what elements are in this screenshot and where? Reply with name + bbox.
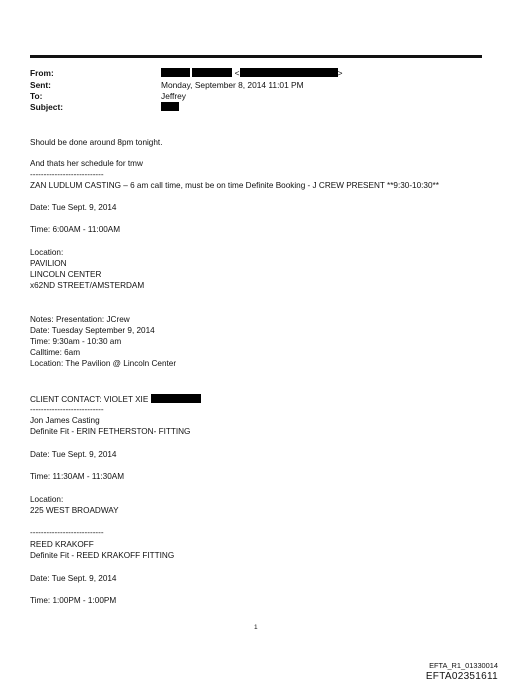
email-open-bracket: <: [234, 68, 240, 78]
redaction-box: [192, 68, 232, 77]
separator-line: ---------------------------: [30, 405, 104, 414]
body-line: Calltime: 6am: [30, 348, 81, 357]
from-label: From:: [30, 68, 54, 78]
body-line: PAVILION: [30, 259, 67, 268]
body-line: Location:: [30, 248, 64, 257]
sent-value: Monday, September 8, 2014 11:01 PM: [161, 80, 304, 90]
subject-label: Subject:: [30, 102, 64, 112]
separator-line: ---------------------------: [30, 170, 104, 179]
body-line: Time: 11:30AM - 11:30AM: [30, 472, 125, 481]
email-close-bracket: >: [337, 68, 343, 78]
redaction-box: [151, 394, 201, 403]
body-line: x62ND STREET/AMSTERDAM: [30, 281, 145, 290]
body-line: Time: 9:30am - 10:30 am: [30, 337, 122, 346]
redaction-box: [161, 68, 190, 77]
body-line: REED KRAKOFF: [30, 540, 94, 549]
bates-number-primary: EFTA_R1_01330014: [429, 661, 498, 670]
body-line: Time: 6:00AM - 11:00AM: [30, 225, 121, 234]
body-line: Should be done around 8pm tonight.: [30, 138, 163, 147]
sent-label: Sent:: [30, 80, 51, 90]
body-line: Date: Tue Sept. 9, 2014: [30, 450, 117, 459]
body-line: Definite Fit - ERIN FETHERSTON- FITTING: [30, 427, 191, 436]
body-line: LINCOLN CENTER: [30, 270, 102, 279]
bates-number-secondary: EFTA02351611: [425, 671, 498, 682]
body-line: [30, 394, 201, 405]
redaction-box: [161, 102, 179, 111]
body-line: Location: The Pavilion @ Lincoln Center: [30, 359, 177, 368]
redaction-box: [240, 68, 338, 77]
body-line: Date: Tue Sept. 9, 2014: [30, 574, 117, 583]
to-value: Jeffrey: [161, 91, 186, 101]
separator-line: ---------------------------: [30, 528, 104, 537]
body-line: Definite Fit - REED KRAKOFF FITTING: [30, 551, 175, 560]
subject-value: [161, 102, 179, 112]
header-rule: [30, 55, 482, 58]
body-line: Date: Tuesday September 9, 2014: [30, 326, 155, 335]
body-line: Time: 1:00PM - 1:00PM: [30, 596, 117, 605]
client-contact-text: CLIENT CONTACT: VIOLET XIE: [30, 395, 149, 404]
to-label: To:: [30, 91, 43, 101]
body-line: Notes: Presentation: JCrew: [30, 315, 130, 324]
body-line: Jon James Casting: [30, 416, 100, 425]
body-line: Location:: [30, 495, 64, 504]
body-line: Date: Tue Sept. 9, 2014: [30, 203, 117, 212]
body-line: And thats her schedule for tmw: [30, 159, 143, 168]
from-value: [161, 68, 342, 78]
body-line: ZAN LUDLUM CASTING – 6 am call time, must be on time Definite Booking - J CREW PRESENT **9:30-10:30**: [30, 181, 439, 190]
page-number: 1: [254, 624, 258, 631]
body-line: 225 WEST BROADWAY: [30, 506, 119, 515]
